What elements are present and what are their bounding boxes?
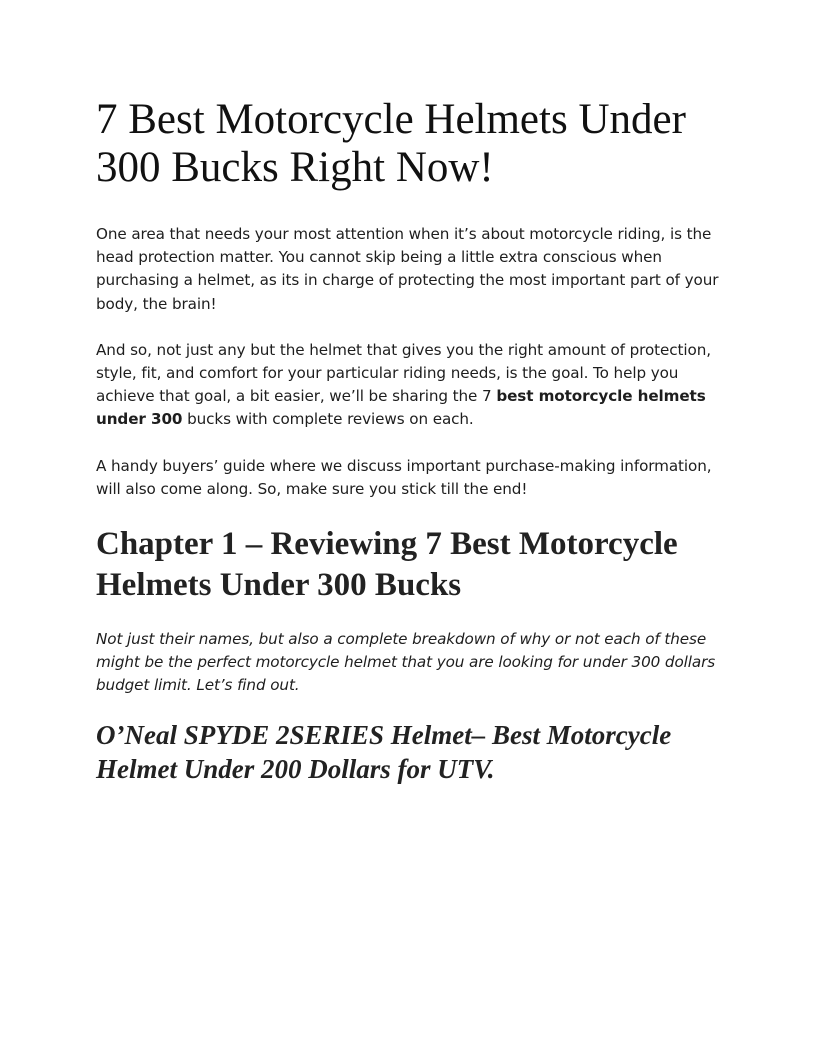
chapter-heading: Chapter 1 – Reviewing 7 Best Motorcycle Helmets Under 300 Bucks [96, 526, 678, 604]
buyers-guide-paragraph: A handy buyers’ guide where we discuss important purchase-making information, will also come along. So, make sure you stick till the end! [96, 456, 712, 498]
goal-paragraph [96, 339, 726, 432]
intro-paragraph: One area that needs your most attention when it’s about motorcycle riding, is the head protection matter. You cannot skip being a little extra conscious when purchasing a helmet, as its in charge of protecting the most important part of your body, the brain! [96, 225, 719, 313]
goal-paragraph-text-start: And so, not just any but the helmet that gives you the right amount of protection, style, fit, and comfort for your particular riding needs, is the goal. To help you achieve that goal, a bit easier, we’ll be sharing the 7 [96, 340, 711, 406]
product-heading: O’Neal SPYDE 2SERIES Helmet– Best Motorcycle Helmet Under 200 Dollars for UTV. [96, 719, 672, 784]
page-title: 7 Best Motorcycle Helmets Under 300 Bucks Right Now! [96, 96, 686, 191]
document-page [96, 96, 726, 786]
chapter-intro: Not just their names, but also a complete breakdown of why or not each of these might be the perfect motorcycle helmet that you are looking for under 300 dollars budget limit. Let’s find out. [96, 630, 716, 695]
goal-paragraph-text-end: bucks with complete reviews on each. [182, 410, 474, 429]
keyword-emphasis: best motorcycle helmets under 300 [96, 387, 706, 429]
